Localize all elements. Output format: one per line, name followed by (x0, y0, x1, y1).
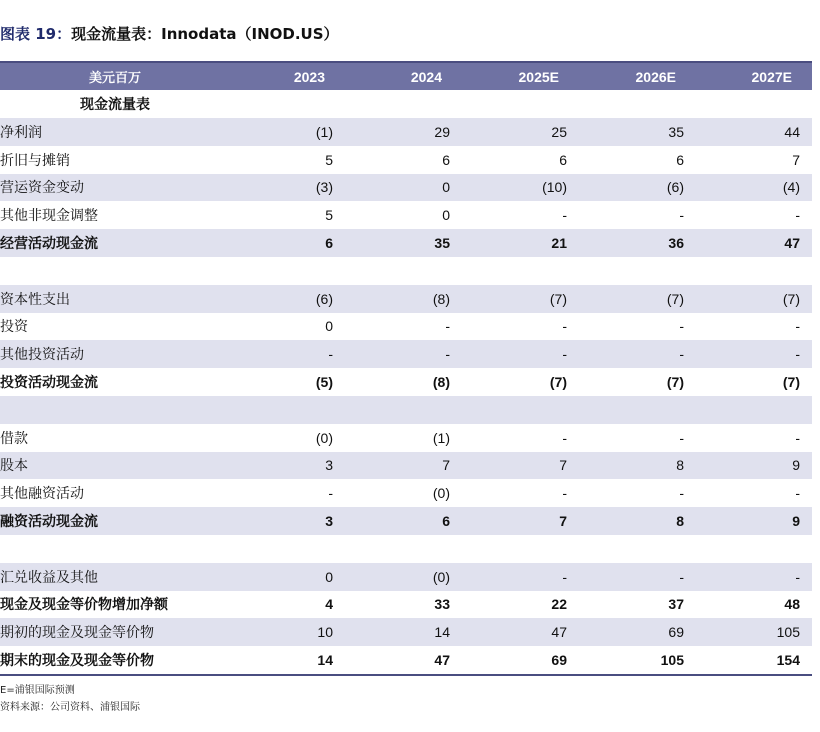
row-value: 69 (668, 624, 684, 641)
row-value: - (795, 318, 800, 335)
row-value: 48 (784, 596, 800, 613)
row-value: 6 (676, 151, 684, 168)
row-label: 期初的现金及现金等价物 (0, 625, 154, 642)
cash-flow-table (0, 61, 812, 676)
table-row (0, 146, 812, 174)
row-value: 6 (559, 151, 567, 168)
row-label: 经营活动现金流 (0, 236, 98, 253)
row-value: 69 (551, 652, 567, 669)
forecast-note: E=浦银国际预测 (0, 685, 75, 696)
table-header (0, 61, 812, 90)
row-value: (4) (782, 179, 800, 196)
row-value: 0 (325, 568, 333, 585)
row-value: 7 (442, 457, 450, 474)
row-value: 0 (325, 318, 333, 335)
table-row (0, 646, 812, 674)
row-value: - (562, 568, 567, 585)
row-value: 3 (325, 513, 333, 530)
row-value: (10) (542, 179, 567, 196)
row-value: 25 (551, 123, 567, 140)
row-value: 5 (325, 151, 333, 168)
row-value: (7) (782, 290, 800, 307)
year-header: 2026E (635, 68, 676, 85)
row-value: 6 (442, 513, 450, 530)
row-value: (3) (315, 179, 333, 196)
row-value: - (679, 485, 684, 502)
year-header: 2025E (518, 68, 559, 85)
figure-title (0, 22, 339, 46)
row-value: (0) (315, 429, 333, 446)
row-value: (5) (315, 374, 333, 391)
row-label: 汇兑收益及其他 (0, 569, 98, 586)
row-value: - (795, 485, 800, 502)
row-value: (0) (432, 568, 450, 585)
row-label: 现金及现金等价物增加净额 (0, 597, 168, 614)
row-value: (7) (549, 374, 567, 391)
table-row (0, 229, 812, 257)
figure-number: 图表 19： (0, 25, 72, 43)
table-row (0, 174, 812, 202)
row-value: 7 (559, 457, 567, 474)
row-value: (8) (432, 290, 450, 307)
row-label: 借款 (0, 430, 28, 447)
row-value: 22 (551, 596, 567, 613)
row-label: 折旧与摊销 (0, 152, 70, 169)
row-value: - (679, 429, 684, 446)
row-value: - (795, 207, 800, 224)
row-value: 37 (668, 596, 684, 613)
row-value: - (562, 346, 567, 363)
row-value: 6 (442, 151, 450, 168)
row-label: 融资活动现金流 (0, 514, 98, 531)
row-label: 营运资金变动 (0, 180, 84, 197)
table-row (0, 563, 812, 591)
row-value: 44 (784, 123, 800, 140)
row-value: - (679, 568, 684, 585)
row-value: 14 (317, 652, 333, 669)
table-row (0, 340, 812, 368)
row-value: 6 (325, 235, 333, 252)
row-value: - (562, 318, 567, 335)
table-row (0, 591, 812, 619)
row-value: 7 (792, 151, 800, 168)
source-note: 资料来源：公司资料、浦银国际 (0, 702, 140, 713)
row-value: 29 (434, 123, 450, 140)
table-row (0, 452, 812, 480)
row-value: - (795, 346, 800, 363)
row-value: - (328, 485, 333, 502)
row-label: 投资活动现金流 (0, 375, 98, 392)
row-label: 股本 (0, 458, 28, 475)
row-value: (6) (315, 290, 333, 307)
section-title-row (0, 90, 812, 118)
row-value: - (328, 346, 333, 363)
row-value: 9 (792, 513, 800, 530)
row-value: 8 (676, 457, 684, 474)
row-value: 105 (660, 652, 684, 669)
row-value: 47 (784, 235, 800, 252)
unit-header: 美元百万 (88, 71, 141, 86)
row-value: (8) (432, 374, 450, 391)
row-value: (0) (432, 485, 450, 502)
row-value: (6) (666, 179, 684, 196)
row-label: 其他融资活动 (0, 486, 84, 503)
table-bottom-rule (0, 674, 812, 676)
row-label: 期末的现金及现金等价物 (0, 653, 154, 670)
row-value: 21 (551, 235, 567, 252)
row-value: - (445, 318, 450, 335)
table-row (0, 313, 812, 341)
row-label: 投资 (0, 319, 28, 336)
table-row (0, 507, 812, 535)
row-value: - (445, 346, 450, 363)
row-value: (7) (666, 374, 684, 391)
row-value: - (679, 346, 684, 363)
table-row (0, 535, 812, 563)
row-value: - (562, 207, 567, 224)
row-value: 8 (676, 513, 684, 530)
year-header: 2023 (293, 68, 325, 85)
row-value: - (562, 429, 567, 446)
row-value: 5 (325, 207, 333, 224)
table-row (0, 424, 812, 452)
row-label: 其他非现金调整 (0, 208, 98, 225)
row-label: 资本性支出 (0, 291, 70, 308)
row-value: (1) (432, 429, 450, 446)
row-value: 9 (792, 457, 800, 474)
row-value: 47 (434, 652, 450, 669)
year-header: 2027E (751, 68, 792, 85)
row-value: 3 (325, 457, 333, 474)
table-row (0, 118, 812, 146)
table-row (0, 257, 812, 285)
section-title: 现金流量表 (80, 97, 150, 113)
table-body (0, 118, 812, 674)
row-value: 10 (317, 624, 333, 641)
table-row (0, 368, 812, 396)
row-value: 0 (442, 179, 450, 196)
row-value: (7) (666, 290, 684, 307)
row-label: 其他投资活动 (0, 347, 84, 364)
footnotes (0, 682, 140, 716)
table-row (0, 285, 812, 313)
row-value: 35 (434, 235, 450, 252)
row-value: (1) (315, 123, 333, 140)
row-value: 154 (776, 652, 800, 669)
figure-name: 现金流量表：Innodata（INOD.US） (71, 25, 339, 43)
table-row (0, 201, 812, 229)
row-value: - (795, 429, 800, 446)
row-value: - (679, 207, 684, 224)
row-value: - (679, 318, 684, 335)
row-value: 36 (668, 235, 684, 252)
row-value: 7 (559, 513, 567, 530)
row-value: 33 (434, 596, 450, 613)
table-row (0, 396, 812, 424)
row-value: 35 (668, 123, 684, 140)
row-value: 47 (551, 624, 567, 641)
row-value: 0 (442, 207, 450, 224)
year-header: 2024 (410, 68, 442, 85)
row-value: (7) (782, 374, 800, 391)
row-value: - (562, 485, 567, 502)
table-row (0, 479, 812, 507)
row-value: - (795, 568, 800, 585)
row-value: (7) (549, 290, 567, 307)
row-label: 净利润 (0, 124, 42, 141)
row-value: 14 (434, 624, 450, 641)
row-value: 105 (776, 624, 800, 641)
table-row (0, 618, 812, 646)
row-value: 4 (325, 596, 333, 613)
